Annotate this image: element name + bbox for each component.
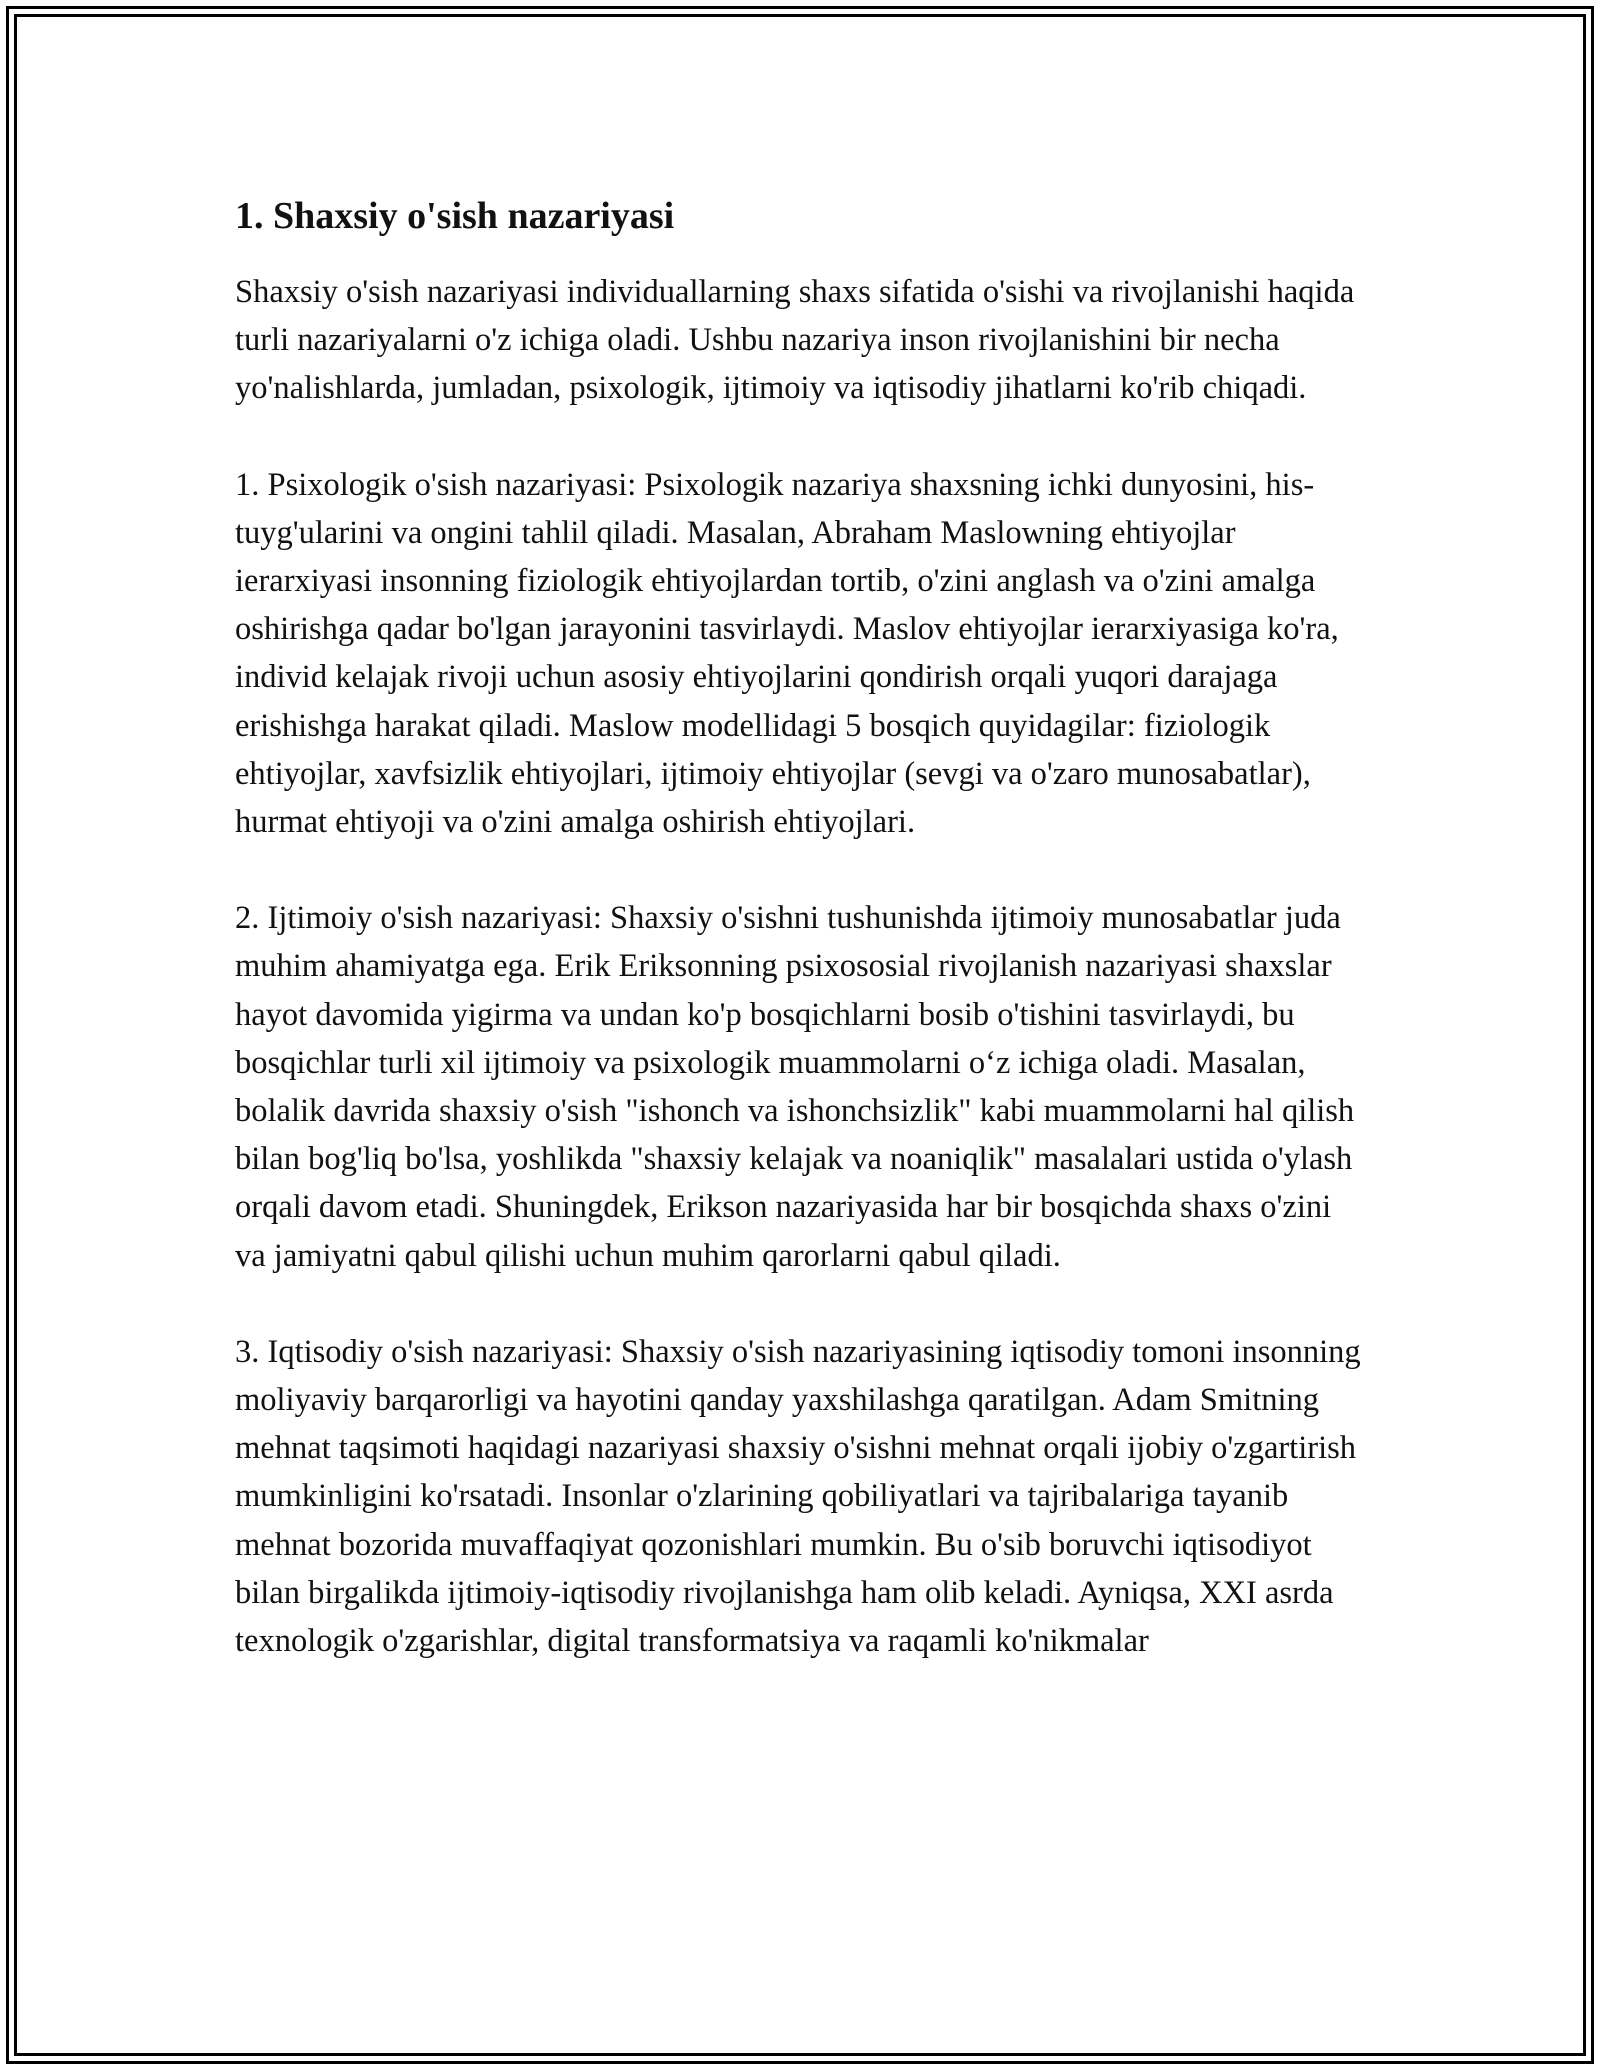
document-body — [235, 190, 1365, 1713]
intro-paragraph: Shaxsiy o'sish nazariyasi individuallarning shaxs sifatida o'sishi va rivojlanishi haqida turli nazariyalarni o'z ichiga oladi. Ushbu nazariya inson rivojlanishini bir necha yo'nalishlarda, jumladan, psixologik, ijtimoiy va iqtisodiy jihatlarni ko'rib chiqadi. — [235, 274, 1355, 407]
economic-growth-paragraph: 3. Iqtisodiy o'sish nazariyasi: Shaxsiy o'sish nazariyasining iqtisodiy tomoni insonning moliyaviy barqarorligi va hayotini qanday yaxshilashga qaratilgan. Adam Smitning mehnat taqsimoti haqidagi nazariyasi shaxsiy o'sishni mehnat orqali ijobiy o'zgartirish mumkinligini ko'rsatadi. Insonlar o'zlarining qobiliyatlari va tajribalariga tayanib mehnat bozorida muvaffaqiyat qozonishlari mumkin. Bu o'sib boruvchi iqtisodiyot bilan birgalikda ijtimoiy-iqtisodiy rivojlanishga ham olib keladi. Ayniqsa, XXI asrda texnologik o'zgarishlar, digital transformatsiya va raqamli ko'nikmalar — [235, 1333, 1361, 1660]
social-growth-paragraph: 2. Ijtimoiy o'sish nazariyasi: Shaxsiy o'sishni tushunishda ijtimoiy munosabatlar juda muhim ahamiyatga ega. Erik Eriksonning psixososial rivojlanish nazariyasi shaxslar hayot davomida yigirma va undan ko'p bosqichlarni bosib o'tishini tasvirlaydi, bu bosqichlar turli xil ijtimoiy va psixologik muammolarni o‘z ichiga oladi. Masalan, bolalik davrida shaxsiy o'sish "ishonch va ishonchsizlik" kabi muammolarni hal qilish bilan bog'liq bo'lsa, yoshlikda "shaxsiy kelajak va noaniqlik" masalalari ustida o'ylash orqali davom etadi. Shuningdek, Erikson nazariyasida har bir bosqichda shaxs o'zini va jamiyatni qabul qilishi uchun muhim qarorlarni qabul qiladi. — [235, 900, 1355, 1274]
psychological-growth-paragraph: 1. Psixologik o'sish nazariyasi: Psixologik nazariya shaxsning ichki dunyosini, his-tuyg'ularini va ongini tahlil qiladi. Masalan, Abraham Maslowning ehtiyojlar ierarxiyasi insonning fiziologik ehtiyojlardan tortib, o'zini anglash va o'zini amalga oshirishga qadar bo'lgan jarayonini tasvirlaydi. Maslov ehtiyojlar ierarxiyasiga ko'ra, individ kelajak rivoji uchun asosiy ehtiyojlarini qondirish orqali yuqori darajaga erishishga harakat qiladi. Maslow modellidagi 5 bosqich quyidagilar: fiziologik ehtiyojlar, xavfsizlik ehtiyojlari, ijtimoiy ehtiyojlar (sevgi va o'zaro munosabatlar), hurmat ehtiyoji va o'zini amalga oshirish ehtiyojlari. — [235, 466, 1339, 841]
section-heading: 1. Shaxsiy o'sish nazariyasi — [235, 195, 675, 237]
